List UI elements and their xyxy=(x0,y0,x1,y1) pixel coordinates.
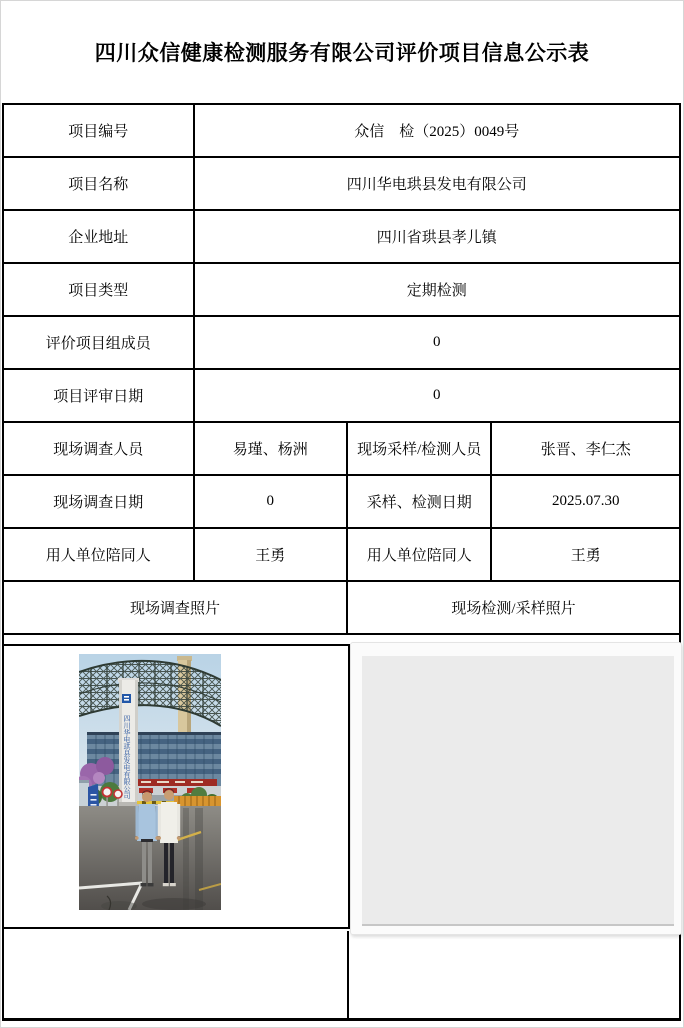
row-label: 企业地址 xyxy=(3,210,194,263)
table-row xyxy=(3,157,680,210)
table-row xyxy=(3,369,680,422)
row-label: 项目评审日期 xyxy=(3,369,194,422)
photo-row xyxy=(3,634,680,1019)
table-row xyxy=(3,263,680,316)
column-divider xyxy=(347,931,349,1018)
row-value: 四川华电珙县发电有限公司 xyxy=(194,157,680,210)
row-label: 项目类型 xyxy=(3,263,194,316)
row-label: 采样、检测日期 xyxy=(347,475,491,528)
page-title: 四川众信健康检测服务有限公司评价项目信息公示表 xyxy=(94,42,590,65)
row-label: 用人单位陪同人 xyxy=(347,528,491,581)
row-label: 项目名称 xyxy=(3,157,194,210)
row-label: 现场采样/检测人员 xyxy=(347,422,491,475)
row-label: 项目编号 xyxy=(3,104,194,157)
row-value: 0 xyxy=(194,475,347,528)
photo-header-right: 现场检测/采样照片 xyxy=(347,581,680,634)
row-value: 王勇 xyxy=(491,528,680,581)
photo-header-left: 现场调查照片 xyxy=(3,581,347,634)
row-label: 现场调查日期 xyxy=(3,475,194,528)
row-value: 易瑾、杨洲 xyxy=(194,422,347,475)
table-row xyxy=(3,581,680,634)
site-survey-photo xyxy=(79,654,221,910)
table-row xyxy=(3,422,680,475)
table-row xyxy=(3,104,680,157)
row-label: 评价项目组成员 xyxy=(3,316,194,369)
row-value: 0 xyxy=(194,369,680,422)
sampling-photo-placeholder xyxy=(350,642,682,935)
table-row xyxy=(3,316,680,369)
row-value: 众信 检（2025）0049号 xyxy=(194,104,680,157)
site-photo-illustration xyxy=(79,654,221,910)
row-value: 四川省珙县孝儿镇 xyxy=(194,210,680,263)
photo-cell xyxy=(3,634,680,1019)
row-value: 2025.07.30 xyxy=(491,475,680,528)
table-row xyxy=(3,475,680,528)
row-label: 现场调查人员 xyxy=(3,422,194,475)
table-row xyxy=(3,528,680,581)
row-value: 定期检测 xyxy=(194,263,680,316)
photo-pillar-sign-text: 四川华电珙县发电有限公司 xyxy=(123,715,130,799)
row-label: 用人单位陪同人 xyxy=(3,528,194,581)
site-survey-photo-frame xyxy=(2,644,350,929)
project-info-table xyxy=(2,103,681,1021)
table-row xyxy=(3,210,680,263)
row-value: 王勇 xyxy=(194,528,347,581)
row-value: 0 xyxy=(194,316,680,369)
sampling-photo-placeholder-inner xyxy=(362,656,674,926)
row-value: 张晋、李仁杰 xyxy=(491,422,680,475)
